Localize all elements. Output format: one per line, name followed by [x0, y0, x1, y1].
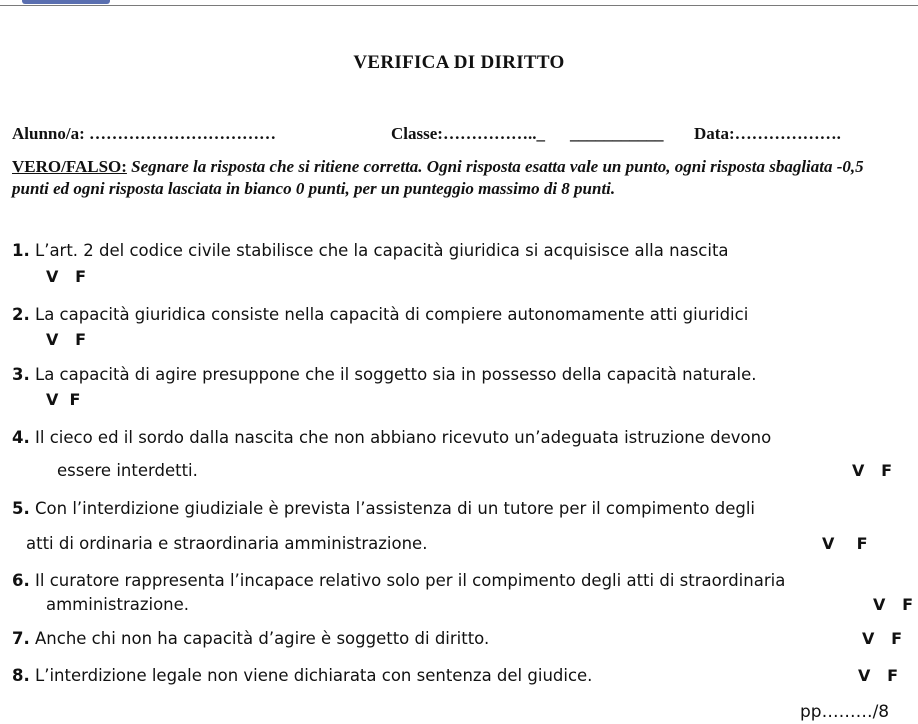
- instructions-text: Segnare la risposta che si ritiene corretta. Ogni risposta esatta vale un punto, ogni risposta sbagliata -0,5 punti ed ogni risposta lasciata in bianco 0 punti, per un punteggio massimo di 8 punti.: [12, 157, 864, 198]
- false-option[interactable]: F: [75, 330, 87, 349]
- question-text: L’art. 2 del codice civile stabilisce che la capacità giuridica si acquisisce alla nascita: [35, 241, 729, 260]
- false-option[interactable]: F: [891, 629, 903, 648]
- question-text: La capacità di agire presuppone che il soggetto sia in possesso della capacità naturale.: [35, 365, 757, 384]
- answer-options-3: [46, 390, 80, 409]
- question-number: 5.: [12, 499, 30, 518]
- question-text: Il curatore rappresenta l’incapace relativo solo per il compimento degli atti di straordinaria: [35, 571, 786, 590]
- question-text: La capacità giuridica consiste nella capacità di compiere autonomamente atti giuridici: [35, 305, 749, 324]
- false-option[interactable]: F: [69, 390, 81, 409]
- false-option[interactable]: F: [887, 666, 899, 685]
- true-option[interactable]: V: [852, 461, 865, 480]
- question-number: 3.: [12, 365, 30, 384]
- question-4: [12, 428, 771, 447]
- question-8: [12, 666, 592, 685]
- question-5-continuation: atti di ordinaria e straordinaria amministrazione.: [26, 534, 428, 553]
- student-name-field[interactable]: Alunno/a: ……………………………: [12, 124, 276, 143]
- date-underline: ___________: [570, 124, 664, 143]
- question-1: [12, 241, 729, 260]
- question-7: [12, 629, 489, 648]
- true-option[interactable]: V: [46, 267, 59, 286]
- answer-options-7: [862, 629, 902, 648]
- page-title: VERIFICA DI DIRITTO: [353, 52, 565, 73]
- question-text: Il cieco ed il sordo dalla nascita che non abbiano ricevuto un’adeguata istruzione devono: [35, 428, 772, 447]
- answer-options-6: [873, 595, 913, 614]
- question-6-continuation: amministrazione.: [46, 595, 190, 614]
- instructions-heading: VERO/FALSO:: [12, 157, 127, 176]
- question-number: 2.: [12, 305, 30, 324]
- answer-options-2: [46, 330, 86, 349]
- question-5: [12, 499, 755, 518]
- answer-options-4: [852, 461, 892, 480]
- question-6: [12, 571, 785, 590]
- question-number: 4.: [12, 428, 30, 447]
- question-number: 8.: [12, 666, 30, 685]
- date-field[interactable]: Data:……………….: [694, 124, 841, 143]
- question-2: [12, 305, 748, 324]
- answer-options-1: [46, 267, 86, 286]
- true-option[interactable]: V: [862, 629, 875, 648]
- question-text: Anche chi non ha capacità d’agire è soggetto di diritto.: [35, 629, 490, 648]
- class-field[interactable]: Classe:…………….._: [391, 124, 545, 143]
- true-option[interactable]: V: [858, 666, 871, 685]
- true-option[interactable]: V: [46, 390, 59, 409]
- false-option[interactable]: F: [75, 267, 87, 286]
- question-text: L’interdizione legale non viene dichiarata con sentenza del giudice.: [35, 666, 593, 685]
- true-option[interactable]: V: [873, 595, 886, 614]
- question-4-continuation: essere interdetti.: [57, 461, 198, 480]
- question-number: 1.: [12, 241, 30, 260]
- false-option[interactable]: F: [856, 534, 868, 553]
- question-3: [12, 365, 757, 384]
- header-logo-fragment: [22, 0, 110, 4]
- question-number: 6.: [12, 571, 30, 590]
- question-text: Con l’interdizione giudiziale è prevista l’assistenza di un tutore per il compimento degli: [35, 499, 755, 518]
- true-option[interactable]: V: [46, 330, 59, 349]
- false-option[interactable]: F: [902, 595, 914, 614]
- question-number: 7.: [12, 629, 30, 648]
- answer-options-5: [822, 534, 868, 553]
- score-field: pp………/8: [800, 702, 890, 722]
- answer-options-8: [858, 666, 898, 685]
- true-option[interactable]: V: [822, 534, 835, 553]
- instructions: [12, 156, 902, 200]
- top-rule: [0, 5, 918, 6]
- false-option[interactable]: F: [881, 461, 893, 480]
